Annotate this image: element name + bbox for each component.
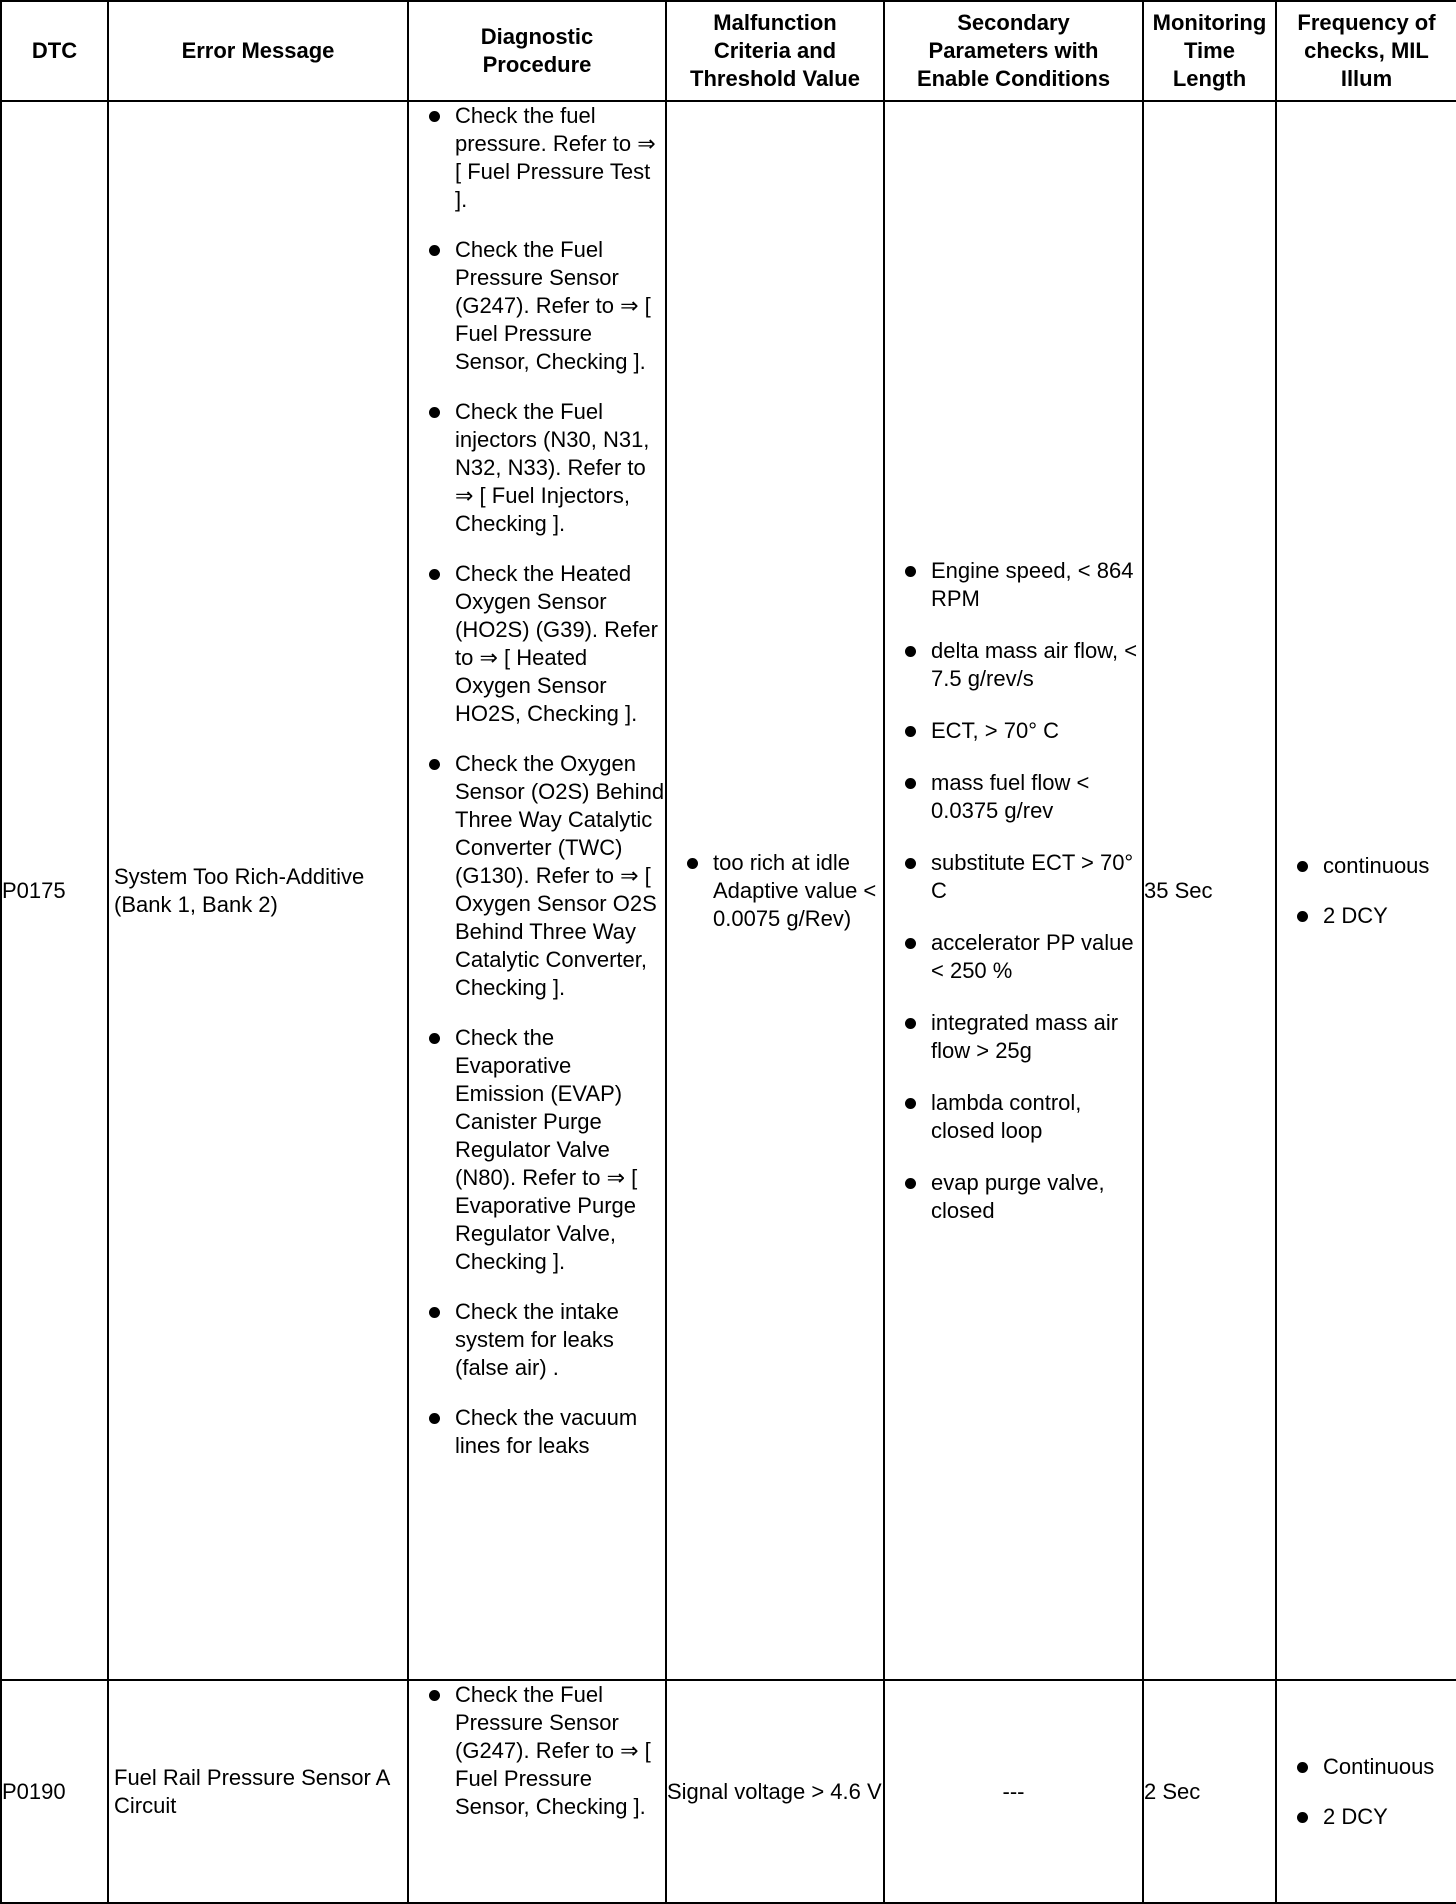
dtc-code: P0190 (1, 1680, 108, 1903)
dtc-code: P0175 (1, 101, 108, 1680)
list-item: Check the vacuum lines for leaks (409, 1404, 665, 1460)
frequency (1276, 1680, 1456, 1903)
table-row (1, 101, 1456, 1680)
list-item: Check the intake system for leaks (false air) . (409, 1298, 665, 1382)
list-item: mass fuel flow < 0.0375 g/rev (885, 769, 1140, 825)
header-diagnostic-procedure: Diagnostic Procedure (408, 1, 666, 101)
frequency-list (1277, 852, 1456, 930)
list-item: Check the Heated Oxygen Sensor (HO2S) (G39). Refer to ⇒ [ Heated Oxygen Sensor HO2S, Checking ]. (409, 560, 665, 728)
diagnostic-procedure (408, 101, 666, 1680)
list-item: evap purge valve, closed (885, 1169, 1140, 1225)
malfunction-criteria (666, 101, 884, 1680)
list-item: Check the fuel pressure. Refer to ⇒ [ Fuel Pressure Test ]. (409, 102, 665, 214)
list-item: 2 DCY (1277, 902, 1456, 930)
list-item: accelerator PP value < 250 % (885, 929, 1140, 985)
error-message: Fuel Rail Pressure Sensor A Circuit (108, 1680, 408, 1903)
list-item: 2 DCY (1277, 1803, 1456, 1831)
list-item: Engine speed, < 864 RPM (885, 557, 1140, 613)
header-error-message: Error Message (108, 1, 408, 101)
secondary-list (885, 557, 1142, 1225)
procedure-list (409, 1681, 665, 1821)
monitoring-time: 2 Sec (1143, 1680, 1276, 1903)
header-frequency: Frequency of checks, MIL Illum (1276, 1, 1456, 101)
list-item: too rich at idle Adaptive value < 0.0075 g/Rev) (667, 849, 877, 933)
frequency-list (1277, 1753, 1456, 1831)
header-secondary-parameters: Secondary Parameters with Enable Conditions (884, 1, 1143, 101)
list-item: Check the Oxygen Sensor (O2S) Behind Three Way Catalytic Converter (TWC) (G130). Refer to ⇒ [ Oxygen Sensor O2S Behind Three Way Catalytic Converter, Checking ]. (409, 750, 665, 1002)
list-item: Continuous (1277, 1753, 1456, 1781)
secondary-parameters (884, 101, 1143, 1680)
list-item: integrated mass air flow > 25g (885, 1009, 1140, 1065)
criteria-list (667, 849, 883, 933)
secondary-parameters: --- (884, 1680, 1143, 1903)
diagnostic-procedure (408, 1680, 666, 1903)
list-item: ECT, > 70° C (885, 717, 1140, 745)
header-monitoring-time: Monitoring Time Length (1143, 1, 1276, 101)
error-message: System Too Rich-Additive (Bank 1, Bank 2) (108, 101, 408, 1680)
frequency (1276, 101, 1456, 1680)
table-row (1, 1680, 1456, 1903)
malfunction-criteria: Signal voltage > 4.6 V (666, 1680, 884, 1903)
monitoring-time: 35 Sec (1143, 101, 1276, 1680)
procedure-list (409, 102, 665, 1460)
list-item: Check the Fuel Pressure Sensor (G247). Refer to ⇒ [ Fuel Pressure Sensor, Checking ]. (409, 1681, 665, 1821)
list-item: Check the Evaporative Emission (EVAP) Canister Purge Regulator Valve (N80). Refer to ⇒ [ Evaporative Purge Regulator Valve, Checking ]. (409, 1024, 665, 1276)
header-dtc: DTC (1, 1, 108, 101)
list-item: Check the Fuel Pressure Sensor (G247). Refer to ⇒ [ Fuel Pressure Sensor, Checking ]. (409, 236, 665, 376)
list-item: substitute ECT > 70° C (885, 849, 1140, 905)
list-item: continuous (1277, 852, 1456, 880)
list-item: delta mass air flow, < 7.5 g/rev/s (885, 637, 1140, 693)
list-item: lambda control, closed loop (885, 1089, 1140, 1145)
header-row (1, 1, 1456, 101)
header-malfunction-criteria: Malfunction Criteria and Threshold Value (666, 1, 884, 101)
list-item: Check the Fuel injectors (N30, N31, N32, N33). Refer to ⇒ [ Fuel Injectors, Checking ]. (409, 398, 665, 538)
